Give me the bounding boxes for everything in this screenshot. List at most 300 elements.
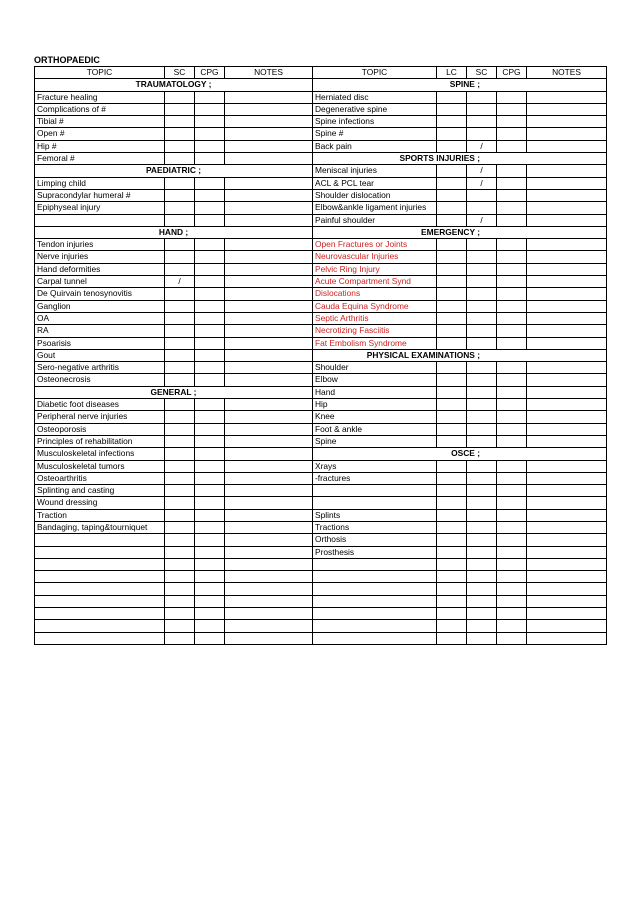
sc-cell-left bbox=[165, 312, 195, 324]
cpg-cell-left bbox=[195, 91, 225, 103]
topic-cell-left: Osteonecrosis bbox=[35, 374, 165, 386]
table-row bbox=[35, 325, 607, 337]
notes-cell-left bbox=[225, 337, 313, 349]
table-row bbox=[35, 423, 607, 435]
sc-cell-left bbox=[165, 632, 195, 644]
sc-cell-left bbox=[165, 288, 195, 300]
notes-cell-left bbox=[225, 239, 313, 251]
cpg-cell-left bbox=[195, 620, 225, 632]
topic-cell-right: Knee bbox=[313, 411, 437, 423]
header-lc-right: LC bbox=[437, 67, 467, 79]
lc-cell-right bbox=[437, 460, 467, 472]
notes-cell-right bbox=[527, 300, 607, 312]
table-row bbox=[35, 411, 607, 423]
notes-cell-left bbox=[225, 448, 313, 460]
topic-cell-left: Osteoporosis bbox=[35, 423, 165, 435]
lc-cell-right bbox=[437, 423, 467, 435]
sc-cell-left bbox=[165, 583, 195, 595]
sc-cell-left bbox=[165, 325, 195, 337]
topic-cell-left: Nerve injuries bbox=[35, 251, 165, 263]
section-heading-right: PHYSICAL EXAMINATIONS ; bbox=[313, 349, 607, 361]
sc-cell-left bbox=[165, 103, 195, 115]
notes-cell-left bbox=[225, 91, 313, 103]
notes-cell-right bbox=[527, 103, 607, 115]
sc-cell-left bbox=[165, 153, 195, 165]
topic-cell-left: Hip # bbox=[35, 140, 165, 152]
notes-cell-left bbox=[225, 620, 313, 632]
cpg-cell-left bbox=[195, 448, 225, 460]
cpg-cell-left bbox=[195, 103, 225, 115]
sc-cell-left: / bbox=[165, 276, 195, 288]
notes-cell-left bbox=[225, 509, 313, 521]
lc-cell-right bbox=[437, 435, 467, 447]
table-body bbox=[35, 79, 607, 645]
notes-cell-right bbox=[527, 214, 607, 226]
header-topic-right: TOPIC bbox=[313, 67, 437, 79]
topic-cell-right: Dislocations bbox=[313, 288, 437, 300]
sc-cell-right bbox=[467, 558, 497, 570]
cpg-cell-left bbox=[195, 153, 225, 165]
topic-cell-right: Septic Arthritis bbox=[313, 312, 437, 324]
notes-cell-right bbox=[527, 423, 607, 435]
notes-cell-right bbox=[527, 608, 607, 620]
table-row bbox=[35, 226, 607, 238]
cpg-cell-right bbox=[497, 509, 527, 521]
cpg-cell-left bbox=[195, 374, 225, 386]
topic-cell-left bbox=[35, 558, 165, 570]
lc-cell-right bbox=[437, 325, 467, 337]
topic-cell-left: Musculoskeletal tumors bbox=[35, 460, 165, 472]
cpg-cell-left bbox=[195, 399, 225, 411]
table-row bbox=[35, 312, 607, 324]
lc-cell-right bbox=[437, 263, 467, 275]
sc-cell-right bbox=[467, 103, 497, 115]
topic-cell-left: Wound dressing bbox=[35, 497, 165, 509]
notes-cell-left bbox=[225, 423, 313, 435]
sc-cell-right: / bbox=[467, 214, 497, 226]
notes-cell-left bbox=[225, 608, 313, 620]
notes-cell-right bbox=[527, 288, 607, 300]
notes-cell-right bbox=[527, 312, 607, 324]
topic-cell-right bbox=[313, 608, 437, 620]
notes-cell-right bbox=[527, 472, 607, 484]
sc-cell-right bbox=[467, 386, 497, 398]
lc-cell-right bbox=[437, 116, 467, 128]
cpg-cell-right bbox=[497, 263, 527, 275]
topic-cell-left: Tibial # bbox=[35, 116, 165, 128]
cpg-cell-right bbox=[497, 300, 527, 312]
lc-cell-right bbox=[437, 128, 467, 140]
sc-cell-right bbox=[467, 325, 497, 337]
topic-cell-left bbox=[35, 583, 165, 595]
cpg-cell-left bbox=[195, 632, 225, 644]
topic-cell-right: Spine bbox=[313, 435, 437, 447]
sc-cell-left bbox=[165, 128, 195, 140]
header-cpg-left: CPG bbox=[195, 67, 225, 79]
sc-cell-right bbox=[467, 571, 497, 583]
page-title: ORTHOPAEDIC bbox=[34, 55, 100, 65]
table-row bbox=[35, 435, 607, 447]
topic-cell-right bbox=[313, 632, 437, 644]
sc-cell-right bbox=[467, 116, 497, 128]
notes-cell-right bbox=[527, 165, 607, 177]
notes-cell-right bbox=[527, 337, 607, 349]
sc-cell-left bbox=[165, 300, 195, 312]
notes-cell-right bbox=[527, 411, 607, 423]
cpg-cell-right bbox=[497, 116, 527, 128]
sc-cell-left bbox=[165, 485, 195, 497]
sc-cell-left bbox=[165, 374, 195, 386]
table-row bbox=[35, 91, 607, 103]
notes-cell-left bbox=[225, 497, 313, 509]
table-row bbox=[35, 374, 607, 386]
topic-cell-left: Fracture healing bbox=[35, 91, 165, 103]
sc-cell-left bbox=[165, 251, 195, 263]
notes-cell-left bbox=[225, 399, 313, 411]
table-row bbox=[35, 497, 607, 509]
notes-cell-left bbox=[225, 374, 313, 386]
sc-cell-left bbox=[165, 497, 195, 509]
notes-cell-left bbox=[225, 571, 313, 583]
table-row bbox=[35, 177, 607, 189]
notes-cell-left bbox=[225, 472, 313, 484]
sc-cell-left bbox=[165, 608, 195, 620]
notes-cell-left bbox=[225, 534, 313, 546]
table-row bbox=[35, 595, 607, 607]
notes-cell-left bbox=[225, 189, 313, 201]
table-row bbox=[35, 583, 607, 595]
sc-cell-right bbox=[467, 128, 497, 140]
topic-cell-right: ACL & PCL tear bbox=[313, 177, 437, 189]
sc-cell-left bbox=[165, 435, 195, 447]
cpg-cell-right bbox=[497, 386, 527, 398]
sc-cell-right bbox=[467, 423, 497, 435]
sc-cell-right bbox=[467, 546, 497, 558]
topic-cell-right bbox=[313, 571, 437, 583]
sc-cell-right bbox=[467, 534, 497, 546]
sc-cell-right bbox=[467, 300, 497, 312]
lc-cell-right bbox=[437, 521, 467, 533]
cpg-cell-right bbox=[497, 91, 527, 103]
cpg-cell-left bbox=[195, 312, 225, 324]
cpg-cell-left bbox=[195, 558, 225, 570]
sc-cell-left bbox=[165, 140, 195, 152]
table-row bbox=[35, 337, 607, 349]
cpg-cell-right bbox=[497, 214, 527, 226]
sc-cell-right bbox=[467, 251, 497, 263]
lc-cell-right bbox=[437, 202, 467, 214]
cpg-cell-right bbox=[497, 411, 527, 423]
topic-cell-right: Acute Compartment Synd bbox=[313, 276, 437, 288]
topic-cell-right: -fractures bbox=[313, 472, 437, 484]
section-heading-left: TRAUMATOLOGY ; bbox=[35, 79, 313, 91]
cpg-cell-right bbox=[497, 497, 527, 509]
table-row bbox=[35, 263, 607, 275]
table-row bbox=[35, 202, 607, 214]
cpg-cell-left bbox=[195, 325, 225, 337]
sc-cell-left bbox=[165, 214, 195, 226]
lc-cell-right bbox=[437, 534, 467, 546]
sc-cell-right bbox=[467, 521, 497, 533]
topic-cell-right: Splints bbox=[313, 509, 437, 521]
section-heading-left: GENERAL ; bbox=[35, 386, 313, 398]
cpg-cell-right bbox=[497, 571, 527, 583]
topic-cell-left: Gout bbox=[35, 349, 165, 361]
sc-cell-left bbox=[165, 337, 195, 349]
notes-cell-left bbox=[225, 485, 313, 497]
lc-cell-right bbox=[437, 411, 467, 423]
lc-cell-right bbox=[437, 497, 467, 509]
sc-cell-left bbox=[165, 546, 195, 558]
notes-cell-left bbox=[225, 177, 313, 189]
topic-cell-left: Open # bbox=[35, 128, 165, 140]
topic-cell-left: De Quirvain tenosynovitis bbox=[35, 288, 165, 300]
cpg-cell-right bbox=[497, 128, 527, 140]
topic-cell-left: Principles of rehabilitation bbox=[35, 435, 165, 447]
cpg-cell-right bbox=[497, 140, 527, 152]
header-notes-left: NOTES bbox=[225, 67, 313, 79]
sc-cell-right bbox=[467, 472, 497, 484]
sc-cell-right bbox=[467, 620, 497, 632]
notes-cell-right bbox=[527, 509, 607, 521]
table-row bbox=[35, 620, 607, 632]
notes-cell-right bbox=[527, 202, 607, 214]
topic-cell-right: Herniated disc bbox=[313, 91, 437, 103]
notes-cell-right bbox=[527, 534, 607, 546]
lc-cell-right bbox=[437, 583, 467, 595]
sc-cell-right bbox=[467, 632, 497, 644]
sc-cell-right bbox=[467, 288, 497, 300]
sc-cell-right bbox=[467, 411, 497, 423]
lc-cell-right bbox=[437, 362, 467, 374]
sc-cell-left bbox=[165, 116, 195, 128]
notes-cell-left bbox=[225, 312, 313, 324]
notes-cell-left bbox=[225, 435, 313, 447]
table-row bbox=[35, 349, 607, 361]
notes-cell-right bbox=[527, 399, 607, 411]
lc-cell-right bbox=[437, 165, 467, 177]
table-row bbox=[35, 571, 607, 583]
cpg-cell-left bbox=[195, 251, 225, 263]
topic-cell-left: Bandaging, taping&tourniquet bbox=[35, 521, 165, 533]
topic-cell-left: RA bbox=[35, 325, 165, 337]
cpg-cell-left bbox=[195, 202, 225, 214]
sc-cell-left bbox=[165, 399, 195, 411]
cpg-cell-right bbox=[497, 521, 527, 533]
table-row bbox=[35, 189, 607, 201]
section-heading-right: SPINE ; bbox=[313, 79, 607, 91]
topic-cell-right: Elbow&ankle ligament injuries bbox=[313, 202, 437, 214]
sc-cell-right bbox=[467, 374, 497, 386]
topic-cell-right bbox=[313, 558, 437, 570]
sc-cell-right bbox=[467, 608, 497, 620]
cpg-cell-right bbox=[497, 608, 527, 620]
notes-cell-left bbox=[225, 521, 313, 533]
cpg-cell-left bbox=[195, 263, 225, 275]
sc-cell-left bbox=[165, 521, 195, 533]
sc-cell-right bbox=[467, 276, 497, 288]
table-row bbox=[35, 485, 607, 497]
sc-cell-left bbox=[165, 571, 195, 583]
lc-cell-right bbox=[437, 546, 467, 558]
notes-cell-left bbox=[225, 325, 313, 337]
table-row bbox=[35, 608, 607, 620]
lc-cell-right bbox=[437, 632, 467, 644]
table-row bbox=[35, 534, 607, 546]
cpg-cell-left bbox=[195, 300, 225, 312]
table-row bbox=[35, 386, 607, 398]
lc-cell-right bbox=[437, 91, 467, 103]
topic-cell-right: Back pain bbox=[313, 140, 437, 152]
topic-cell-right: Shoulder dislocation bbox=[313, 189, 437, 201]
sc-cell-right bbox=[467, 337, 497, 349]
topic-cell-left: Sero-negative arthritis bbox=[35, 362, 165, 374]
lc-cell-right bbox=[437, 189, 467, 201]
topic-cell-right: Elbow bbox=[313, 374, 437, 386]
notes-cell-left bbox=[225, 140, 313, 152]
sc-cell-right bbox=[467, 202, 497, 214]
notes-cell-right bbox=[527, 374, 607, 386]
cpg-cell-left bbox=[195, 608, 225, 620]
sc-cell-right bbox=[467, 312, 497, 324]
sc-cell-left bbox=[165, 91, 195, 103]
topic-cell-right: Spine infections bbox=[313, 116, 437, 128]
lc-cell-right bbox=[437, 608, 467, 620]
lc-cell-right bbox=[437, 485, 467, 497]
sc-cell-left bbox=[165, 558, 195, 570]
cpg-cell-right bbox=[497, 472, 527, 484]
sc-cell-right bbox=[467, 460, 497, 472]
cpg-cell-right bbox=[497, 374, 527, 386]
lc-cell-right bbox=[437, 472, 467, 484]
topic-cell-right: Cauda Equina Syndrome bbox=[313, 300, 437, 312]
sc-cell-right bbox=[467, 485, 497, 497]
sc-cell-right bbox=[467, 399, 497, 411]
topic-cell-right: Spine # bbox=[313, 128, 437, 140]
table-row bbox=[35, 128, 607, 140]
notes-cell-right bbox=[527, 276, 607, 288]
cpg-cell-right bbox=[497, 276, 527, 288]
notes-cell-left bbox=[225, 349, 313, 361]
topic-cell-right: Necrotizing Fasciitis bbox=[313, 325, 437, 337]
notes-cell-left bbox=[225, 214, 313, 226]
sc-cell-left bbox=[165, 189, 195, 201]
sc-cell-right: / bbox=[467, 140, 497, 152]
topic-cell-right: Shoulder bbox=[313, 362, 437, 374]
table-row bbox=[35, 448, 607, 460]
section-heading-left: HAND ; bbox=[35, 226, 313, 238]
sc-cell-right bbox=[467, 189, 497, 201]
cpg-cell-right bbox=[497, 251, 527, 263]
cpg-cell-left bbox=[195, 423, 225, 435]
cpg-cell-left bbox=[195, 472, 225, 484]
topic-cell-left: Limping child bbox=[35, 177, 165, 189]
table-row bbox=[35, 288, 607, 300]
section-heading-right: EMERGENCY ; bbox=[313, 226, 607, 238]
topic-cell-right: Painful shoulder bbox=[313, 214, 437, 226]
cpg-cell-left bbox=[195, 460, 225, 472]
cpg-cell-right bbox=[497, 595, 527, 607]
sc-cell-right bbox=[467, 583, 497, 595]
cpg-cell-left bbox=[195, 509, 225, 521]
topic-cell-left: Femoral # bbox=[35, 153, 165, 165]
topic-cell-left bbox=[35, 214, 165, 226]
cpg-cell-left bbox=[195, 116, 225, 128]
cpg-cell-right bbox=[497, 423, 527, 435]
sc-cell-left bbox=[165, 423, 195, 435]
notes-cell-right bbox=[527, 497, 607, 509]
sc-cell-left bbox=[165, 460, 195, 472]
notes-cell-right bbox=[527, 251, 607, 263]
table-row bbox=[35, 79, 607, 91]
cpg-cell-right bbox=[497, 399, 527, 411]
sc-cell-right bbox=[467, 91, 497, 103]
lc-cell-right bbox=[437, 300, 467, 312]
table-row bbox=[35, 399, 607, 411]
cpg-cell-right bbox=[497, 534, 527, 546]
lc-cell-right bbox=[437, 177, 467, 189]
cpg-cell-left bbox=[195, 435, 225, 447]
notes-cell-left bbox=[225, 632, 313, 644]
cpg-cell-left bbox=[195, 239, 225, 251]
cpg-cell-left bbox=[195, 140, 225, 152]
sc-cell-right: / bbox=[467, 177, 497, 189]
table-row bbox=[35, 521, 607, 533]
notes-cell-right bbox=[527, 546, 607, 558]
table-row bbox=[35, 362, 607, 374]
notes-cell-right bbox=[527, 362, 607, 374]
cpg-cell-left bbox=[195, 571, 225, 583]
sc-cell-left bbox=[165, 534, 195, 546]
lc-cell-right bbox=[437, 399, 467, 411]
notes-cell-right bbox=[527, 460, 607, 472]
cpg-cell-right bbox=[497, 337, 527, 349]
topic-cell-right: Xrays bbox=[313, 460, 437, 472]
notes-cell-left bbox=[225, 288, 313, 300]
topic-cell-right bbox=[313, 620, 437, 632]
notes-cell-right bbox=[527, 435, 607, 447]
notes-cell-right bbox=[527, 140, 607, 152]
topic-cell-right: Hip bbox=[313, 399, 437, 411]
sc-cell-right bbox=[467, 497, 497, 509]
topic-cell-left: Tendon injuries bbox=[35, 239, 165, 251]
topic-cell-left: Supracondylar humeral # bbox=[35, 189, 165, 201]
cpg-cell-right bbox=[497, 558, 527, 570]
notes-cell-right bbox=[527, 91, 607, 103]
topic-cell-right: Meniscal injuries bbox=[313, 165, 437, 177]
checklist-table bbox=[34, 66, 607, 645]
cpg-cell-left bbox=[195, 214, 225, 226]
notes-cell-right bbox=[527, 177, 607, 189]
sc-cell-left bbox=[165, 448, 195, 460]
lc-cell-right bbox=[437, 558, 467, 570]
topic-cell-left bbox=[35, 608, 165, 620]
notes-cell-right bbox=[527, 632, 607, 644]
sc-cell-left bbox=[165, 595, 195, 607]
sc-cell-right bbox=[467, 509, 497, 521]
header-cpg-right: CPG bbox=[497, 67, 527, 79]
table-row bbox=[35, 116, 607, 128]
lc-cell-right bbox=[437, 251, 467, 263]
notes-cell-right bbox=[527, 620, 607, 632]
cpg-cell-right bbox=[497, 583, 527, 595]
notes-cell-left bbox=[225, 558, 313, 570]
topic-cell-left: Musculoskeletal infections bbox=[35, 448, 165, 460]
cpg-cell-right bbox=[497, 189, 527, 201]
cpg-cell-right bbox=[497, 325, 527, 337]
sc-cell-left bbox=[165, 472, 195, 484]
cpg-cell-right bbox=[497, 202, 527, 214]
